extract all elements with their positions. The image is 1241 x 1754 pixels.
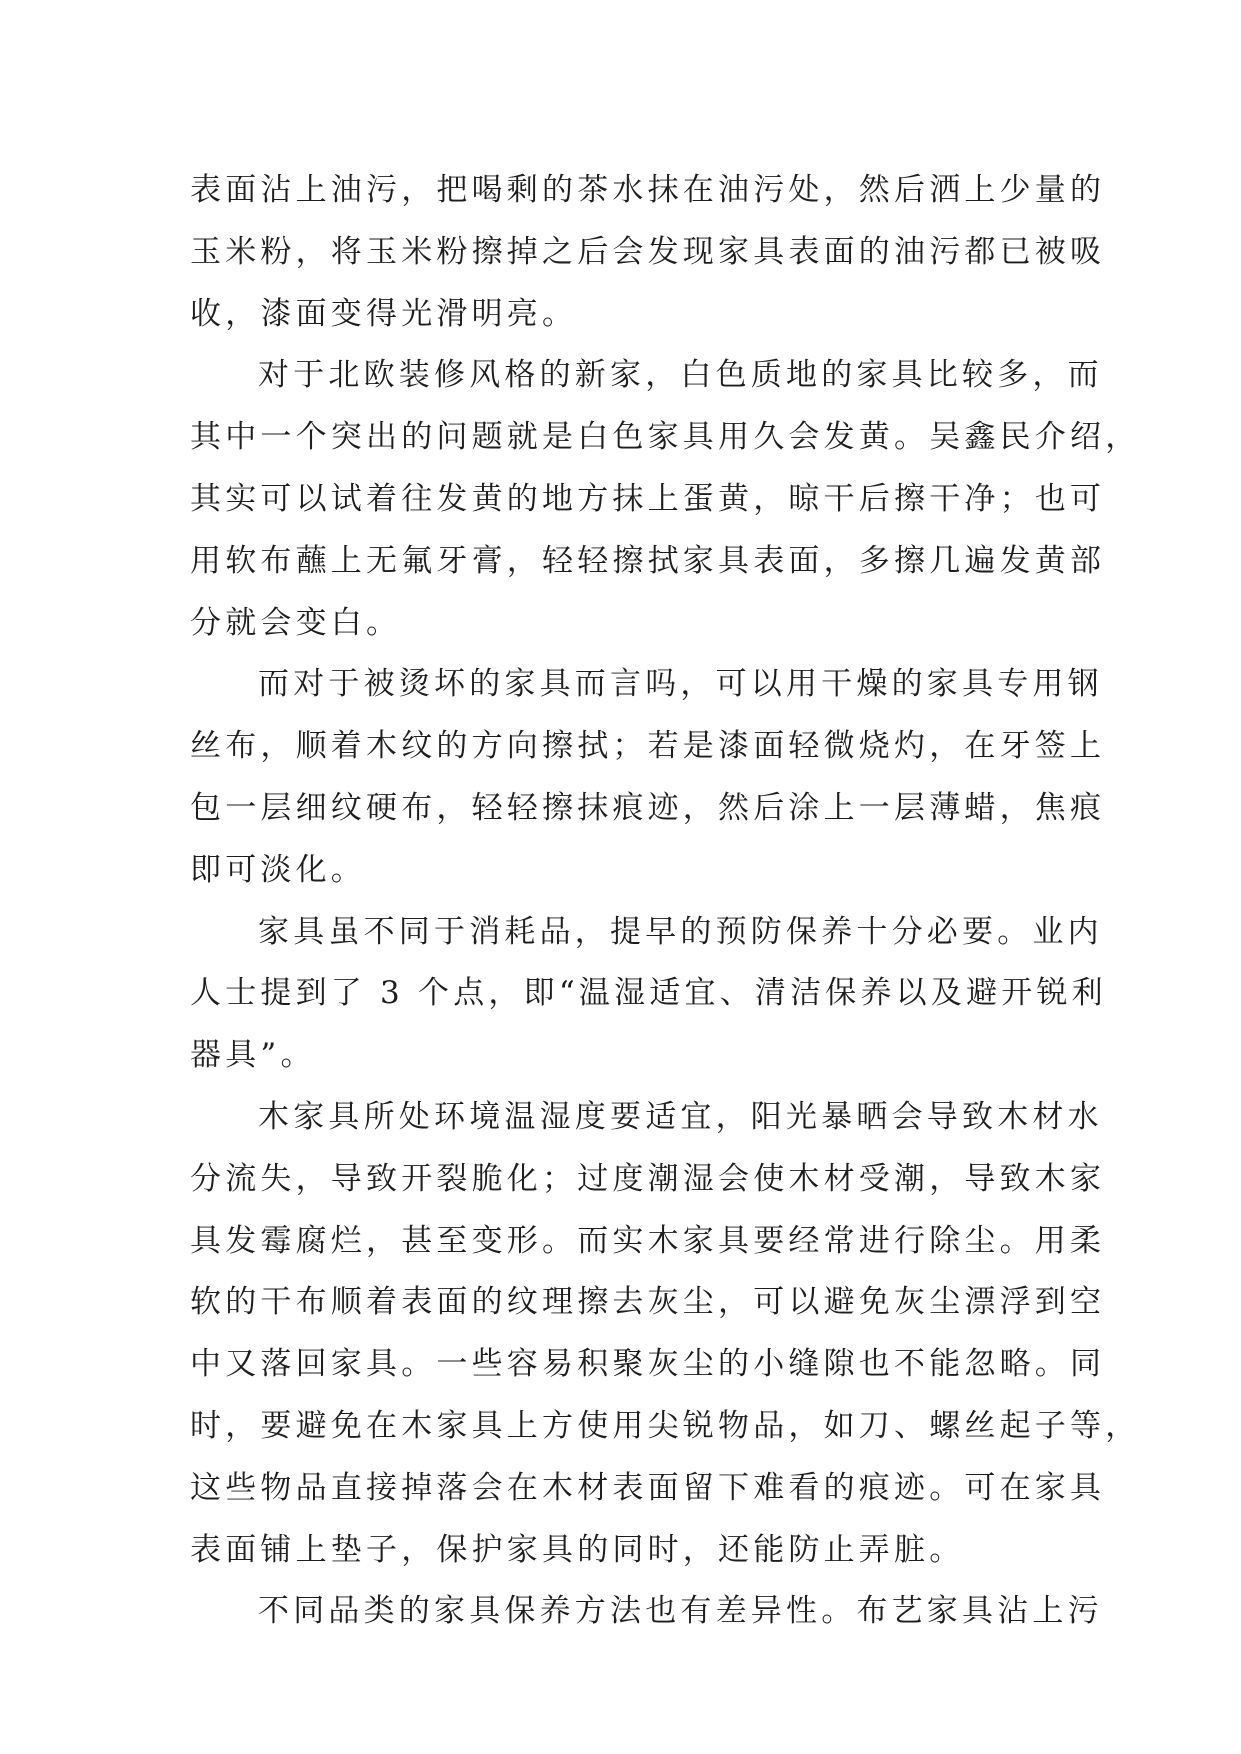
- paragraph-first-line: 木家具所处环境温湿度要适宜，阳光暴晒会导致木材水: [258, 1098, 1103, 1135]
- text-line: 中又落回家具。一些容易积聚灰尘的小缝隙也不能忽略。同: [190, 1346, 1106, 1383]
- text-line: 具发霉腐烂，甚至变形。而实木家具要经常进行除尘。用柔: [190, 1222, 1106, 1259]
- text-line: 软的干布顺着表面的纹理擦去灰尘，可以避免灰尘漂浮到空: [190, 1284, 1106, 1321]
- text-line: 丝布，顺着木纹的方向擦拭；若是漆面轻微烧灼，在牙签上: [190, 728, 1106, 765]
- text-line: 表面沾上油污，把喝剩的茶水抹在油污处，然后洒上少量的: [190, 172, 1106, 208]
- paragraph-first-line: 对于北欧装修风格的新家，白色质地的家具比较多，而: [258, 357, 1103, 394]
- text-line: 人士提到了 3 个点，即“温湿适宜、清洁保养以及避开锐利: [190, 975, 1107, 1012]
- text-line: 这些物品直接掉落会在木材表面留下难看的痕迹。可在家具: [190, 1469, 1106, 1506]
- text-line: 用软布蘸上无氟牙膏，轻轻擦拭家具表面，多擦几遍发黄部: [190, 542, 1106, 579]
- text-line: 分流失，导致开裂脆化；过度潮湿会使木材受潮，导致木家: [190, 1160, 1106, 1197]
- text-line: 即可淡化。: [190, 851, 366, 888]
- text-line: 分就会变白。: [190, 604, 402, 641]
- paragraph-first-line: 不同品类的家具保养方法也有差异性。布艺家具沾上污: [258, 1593, 1103, 1630]
- text-line: 其中一个突出的问题就是白色家具用久会发黄。吴鑫民介绍，: [190, 419, 1141, 456]
- body-text: [190, 160, 1141, 1643]
- text-line: 表面铺上垫子，保护家具的同时，还能防止弄脏。: [190, 1531, 965, 1568]
- text-line: 时，要避免在木家具上方使用尖锐物品，如刀、螺丝起子等，: [190, 1407, 1141, 1444]
- paragraph-first-line: 而对于被烫坏的家具而言吗，可以用干燥的家具专用钢: [258, 666, 1103, 703]
- text-line: 其实可以试着往发黄的地方抹上蛋黄，晾干后擦干净；也可: [190, 480, 1106, 517]
- paragraph-first-line: 家具虽不同于消耗品，提早的预防保养十分必要。业内: [258, 913, 1103, 950]
- text-line: 器具”。: [190, 1037, 316, 1074]
- text-line: 包一层细纹硬布，轻轻擦抹痕迹，然后涂上一层薄蜡，焦痕: [190, 789, 1106, 826]
- text-line: 收，漆面变得光滑明亮。: [190, 295, 578, 332]
- text-line: 玉米粉，将玉米粉擦掉之后会发现家具表面的油污都已被吸: [190, 233, 1106, 270]
